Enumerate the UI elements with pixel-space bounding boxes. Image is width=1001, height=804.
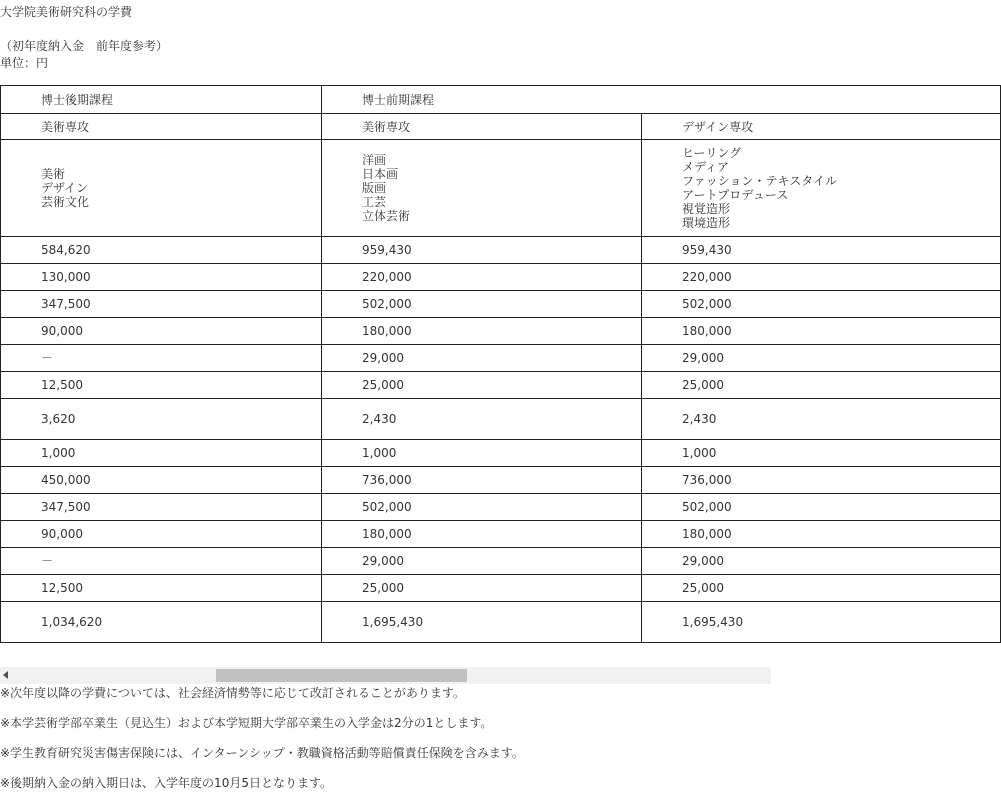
table-cell: 736,000 [322,467,642,494]
header-fields: 洋画 日本画 版画 工芸 立体芸術 [322,140,642,237]
table-row [1,399,1001,440]
fee-table [0,85,1001,643]
table-row [1,494,1001,521]
header-fields: 美術 デザイン 芸術文化 [1,140,322,237]
table-cell: 29,000 [642,548,1001,575]
table-cell: 220,000 [322,264,642,291]
table-cell: 29,000 [642,345,1001,372]
table-cell: 180,000 [642,521,1001,548]
header-major: 美術専攻 [1,114,322,140]
table-cell: 736,000 [642,467,1001,494]
table-cell: － [1,345,322,372]
header-fields: ヒーリング メディア ファッション・テキスタイル アートプロデュース 視覚造形 環境造形 [642,140,1001,237]
table-cell: 12,500 [1,372,322,399]
table-cell: － [1,548,322,575]
table-row [1,237,1001,264]
fee-table-container [0,85,838,643]
table-cell: 29,000 [322,548,642,575]
table-row [1,521,1001,548]
table-cell: 1,000 [1,440,322,467]
table-cell: 502,000 [642,291,1001,318]
table-row [1,440,1001,467]
table-cell: 450,000 [1,467,322,494]
horizontal-scrollbar[interactable] [0,667,771,684]
table-cell: 584,620 [1,237,322,264]
table-cell: 2,430 [322,399,642,440]
scrollbar-thumb[interactable] [216,669,467,682]
table-cell: 347,500 [1,494,322,521]
table-row [1,318,1001,345]
table-cell: 2,430 [642,399,1001,440]
table-cell: 90,000 [1,318,322,345]
table-cell: 1,695,430 [642,602,1001,643]
header-major: デザイン専攻 [642,114,1001,140]
note: ※次年度以降の学費については、社会経済情勢等に応じて改訂されることがあります。 [0,686,465,700]
table-row [1,548,1001,575]
table-row [1,345,1001,372]
table-cell: 25,000 [642,575,1001,602]
table-cell: 502,000 [322,291,642,318]
table-cell: 502,000 [642,494,1001,521]
subtitle: （初年度納入金 前年度参考） [0,39,169,53]
table-cell: 90,000 [1,521,322,548]
table-cell: 1,000 [642,440,1001,467]
table-cell: 180,000 [322,521,642,548]
header-major: 美術専攻 [322,114,642,140]
table-row [1,575,1001,602]
table-cell: 29,000 [322,345,642,372]
table-cell: 959,430 [642,237,1001,264]
table-cell: 180,000 [322,318,642,345]
table-cell: 1,000 [322,440,642,467]
note: ※本学芸術学部卒業生（見込生）および本学短期大学部卒業生の入学金は2分の1とします。 [0,716,493,730]
table-cell: 12,500 [1,575,322,602]
table-cell: 220,000 [642,264,1001,291]
table-cell: 130,000 [1,264,322,291]
header-doctoral: 博士後期課程 [1,86,322,114]
table-row [1,291,1001,318]
table-cell: 3,620 [1,399,322,440]
unit-label: 単位：円 [0,56,49,70]
table-cell: 25,000 [322,372,642,399]
table-row [1,264,1001,291]
header-master: 博士前期課程 [322,86,1001,114]
table-cell: 1,695,430 [322,602,642,643]
table-row [1,602,1001,643]
header-row-major [1,114,1001,140]
table-cell: 959,430 [322,237,642,264]
table-cell: 502,000 [322,494,642,521]
note: ※後期納入金の納入期日は、入学年度の10月5日となります。 [0,776,333,790]
header-row-fields [1,140,1001,237]
page-title: 大学院美術研究科の学費 [0,5,133,19]
header-row-course [1,86,1001,114]
table-row [1,372,1001,399]
note: ※学生教育研究災害傷害保険には、インターンシップ・教職資格活動等賠償責任保険を含みます。 [0,746,524,760]
table-cell: 25,000 [642,372,1001,399]
table-cell: 1,034,620 [1,602,322,643]
scroll-left-arrow-icon[interactable] [3,671,8,679]
table-cell: 25,000 [322,575,642,602]
table-row [1,467,1001,494]
table-cell: 347,500 [1,291,322,318]
table-cell: 180,000 [642,318,1001,345]
